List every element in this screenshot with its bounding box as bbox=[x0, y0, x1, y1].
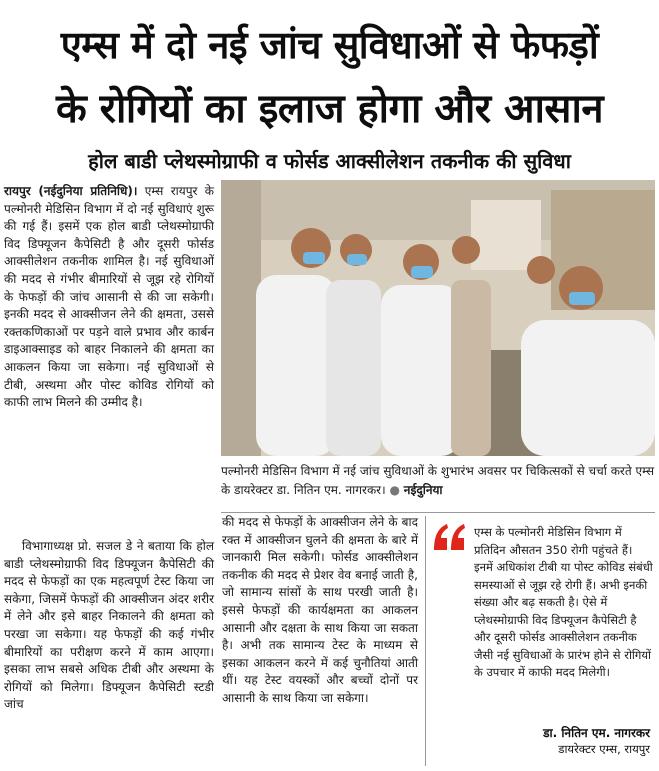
dateline: रायपुर (नईदुनिया प्रतिनिधि)। bbox=[4, 184, 138, 198]
quote-author-role: डायरेक्टर एम्स, रायपुर bbox=[558, 742, 650, 756]
caption-text: पल्मोनरी मेडिसिन विभाग में नई जांच सुविधाओं के शुभारंभ अवसर पर चिकित्सकों से चर्चा करते एम्स के डायरेक्टर डा. नितिन एम. नागरकर। bbox=[221, 464, 655, 497]
article-paragraph-3: की मदद से फेफड़ों के आक्सीजन लेने के बाद रक्त में आक्सीजन घुलने की क्षमता के बारे में जानकारी मिल सकेगी। फोर्सड आक्सीलेशन तकनीक की मदद से प्रेशर वेव बनाई जाती है, जो सामान्य सांसों के साथ परखी जाती है। इससे फेफड़ों की कार्यक्षमता का आकलन आसानी और दक्षता के साथ किया जा सकता है। अभी तक सामान्य टेस्ट के माध्यम से इसका आकलन करने में कई चुनौतियां आती थीं। यह टेस्ट वयस्कों और बच्चों दोनों पर आसानी के साथ किया जा सकेगा। bbox=[222, 515, 418, 705]
quote-text: एम्स के पल्मोनरी मेडिसिन विभाग में प्रतिदिन औसतन 350 रोगी पहुंचते हैं। इनमें अधिकांश टीबी या पोस्ट कोविड संबंधी समस्याओं से जूझ रहे रोगी हैं। अभी इनकी संख्या और बढ़ सकती है। ऐसे में प्लेथस्मोग्राफी विद डिफ्यूजन कैपेसिटी है और दूसरी फोर्सड आक्सीलेशन तकनीक जैसी नई सुविधाओं के प्रारंभ होने से रोगियों के उपचार में काफी मदद मिलेगी। bbox=[474, 525, 653, 679]
photo-caption bbox=[221, 462, 655, 500]
photo-illustration bbox=[221, 180, 655, 456]
news-photo bbox=[221, 180, 655, 456]
subheading: होल बाडी प्लेथस्मोग्राफी व फोर्सड आक्सीलेशन तकनीक की सुविधा bbox=[88, 149, 571, 173]
photo-credit: नईदुनिया bbox=[403, 483, 443, 497]
article-paragraph-2: विभागाध्यक्ष प्रो. सजल डे ने बताया कि होल बाडी प्लेथस्मोग्राफी विद डिफ्यूजन कैपेसिटी की मदद से फेफड़ों का एक महत्वपूर्ण टेस्ट किया जा सकेगा, जिसमें फेफड़ों की आक्सीजन अंदर शरीर में लेने और इसे बाहर निकालने की क्षमता को परखा जा सकेगा। यह फेफड़ों की कई गंभीर बीमारियों का परीक्षण करने में काम आएगा। इसका लाभ सबसे अधिक टीबी और अस्थमा के रोगियों को मिलेगा। डिफ्यूजन कैपेसिटी स्टडी जांच bbox=[4, 539, 214, 712]
quote-box bbox=[430, 518, 656, 768]
article-column-2 bbox=[222, 514, 418, 708]
headline-line-1: एम्स में दो नई जांच सुविधाओं से फेफड़ों bbox=[60, 23, 599, 67]
column-divider bbox=[425, 516, 426, 766]
headline-line-2: के रोगियों का इलाज होगा और आसान bbox=[55, 86, 604, 132]
divider-rule bbox=[221, 512, 655, 513]
article-column-1 bbox=[4, 183, 214, 412]
article-paragraph-1: एम्स रायपुर के पल्मोनरी मेडिसिन विभाग में दो नई सुविधाएं शुरू की गई हैं। इसमें एक होल बाडी प्लेथस्मोग्राफी विद डिफ्यूजन कैपेसिटी है और दूसरी फोर्सड आक्सीलेशन तकनीक शामिल है। नई सुविधाओं की मदद से गंभीर बीमारियों से जूझ रहे रोगियों के फेफड़ों की जांच आसानी से की जा सकेगी। इनकी मदद से आक्सीजन लेने की क्षमता, उससे रक्तकणिकाओं पर पड़ने वाले प्रभाव और कार्बन डाइआक्साइड को बाहर निकालने की क्षमता का आकलन किया जा सकेगा। नई सुविधाओं से टीबी, अस्थमा और पोस्ट कोविड रोगियों को काफी लाभ मिलने की उम्मीद है। bbox=[4, 184, 214, 410]
article-column-1-lower bbox=[4, 538, 214, 714]
credit-dot-icon: ● bbox=[389, 483, 400, 497]
quote-mark-icon bbox=[432, 522, 466, 552]
quote-author-name: डा. नितिन एम. नागरकर bbox=[543, 726, 650, 740]
